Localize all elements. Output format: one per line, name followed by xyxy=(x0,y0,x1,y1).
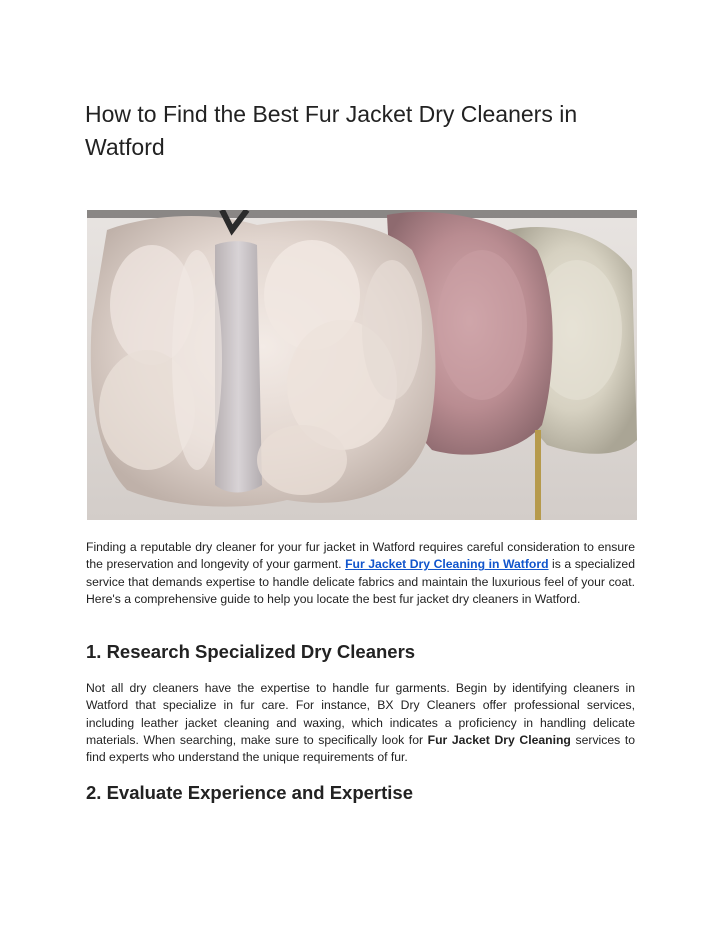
section1-text-start: Not all dry cleaners have the expertise to handle fur garments. Begin by identifying cleaners in Watford that specialize in fur care. For instance, BX Dry Cleaners offer professional services, including leather jacket cleaning and waxing, which indicates a proficiency in handling delicate materials. When searching, make sure to specifically look for xyxy=(86,681,635,747)
section1-text-end: services to find experts who understand the unique requirements of fur. xyxy=(86,732,635,765)
document-title: How to Find the Best Fur Jacket Dry Cleaners in Watford xyxy=(85,101,578,160)
fur-jackets-photo xyxy=(87,210,637,520)
section1-heading: 1. Research Specialized Dry Cleaners xyxy=(86,641,416,662)
section2-heading: 2. Evaluate Experience and Expertise xyxy=(86,782,413,803)
fur-jacket-dry-cleaning-watford-link[interactable]: Fur Jacket Dry Cleaning in Watford xyxy=(345,557,549,572)
intro-paragraph xyxy=(86,539,635,608)
intro-text-end: is a specialized service that demands expertise to handle delicate fabrics and maintain the luxurious feel of your coat. Here's a comprehensive guide to help you locate the best fur jacket dry cleaners in Watford. xyxy=(86,557,635,606)
section1-paragraph xyxy=(86,680,635,766)
intro-text-start: Finding a reputable dry cleaner for your fur jacket in Watford requires careful consideration to ensure the preservation and longevity of your garment. xyxy=(86,540,635,572)
section1-bold-text: Fur Jacket Dry Cleaning xyxy=(427,732,571,747)
fur-jackets-image xyxy=(87,210,637,520)
